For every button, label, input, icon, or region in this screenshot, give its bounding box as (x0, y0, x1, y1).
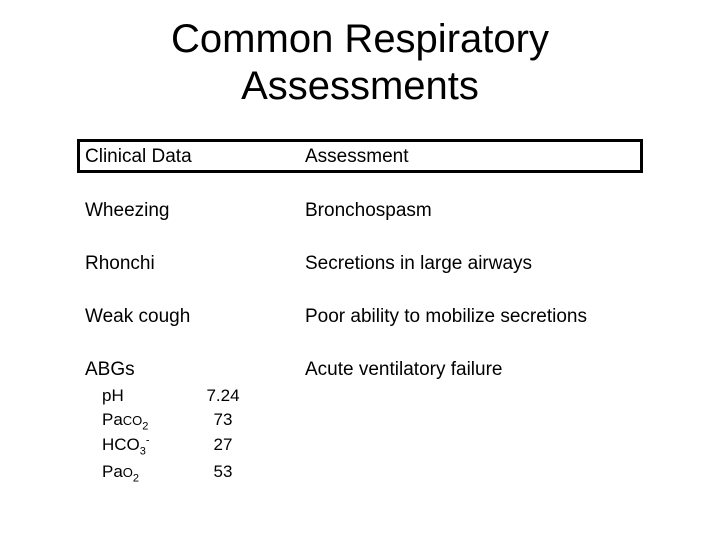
row-weak-cough-assessment: Poor ability to mobilize secretions (305, 306, 587, 327)
header-clinical-data: Clinical Data (85, 146, 192, 167)
title-line-2: Assessments (241, 64, 479, 108)
slide-title (0, 16, 720, 110)
title-line-1: Common Respiratory (171, 17, 549, 61)
row-wheezing-assessment: Bronchospasm (305, 200, 432, 221)
row-abgs-clinical: ABGs (85, 359, 135, 380)
abg-ph-label: pH (102, 386, 124, 405)
abg-ph-value: 7.24 (206, 386, 240, 405)
row-abgs-assessment: Acute ventilatory failure (305, 359, 503, 380)
abg-paco2-label: PaCO$_2$ (102, 410, 149, 433)
abg-paco2-value: 73 (213, 410, 233, 429)
row-wheezing-clinical: Wheezing (85, 200, 170, 221)
row-rhonchi-clinical: Rhonchi (85, 253, 155, 274)
abg-pao2-value: 53 (213, 462, 233, 481)
header-assessment: Assessment (305, 146, 409, 167)
row-weak-cough-clinical: Weak cough (85, 306, 191, 327)
row-rhonchi-assessment: Secretions in large airways (305, 253, 533, 274)
abg-pao2-label: PaO$_2$ (102, 462, 140, 485)
abg-hco3-label: $HCO_3^-$ (102, 434, 150, 458)
abg-hco3-value: 27 (213, 435, 233, 454)
